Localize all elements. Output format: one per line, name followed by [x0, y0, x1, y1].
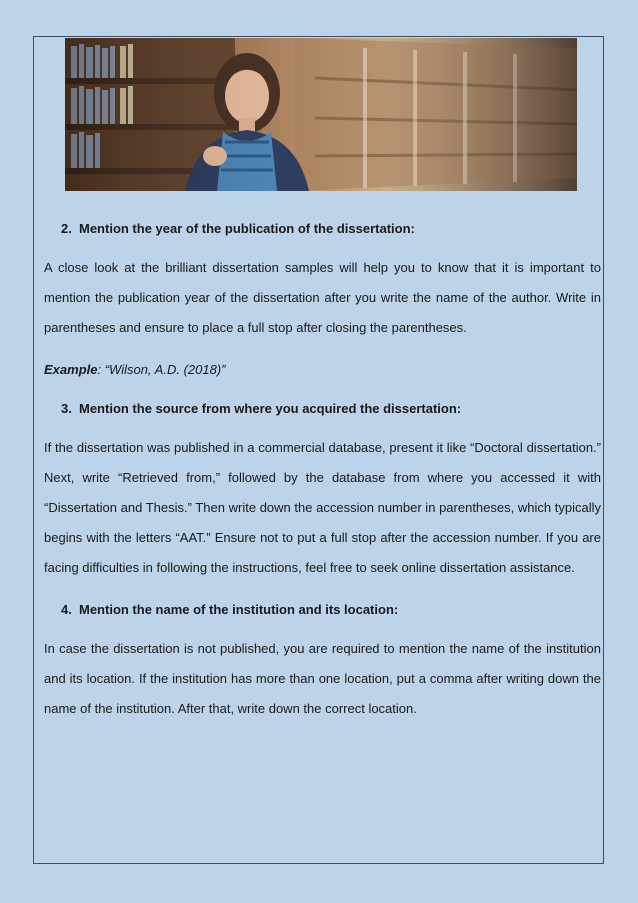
section-heading	[44, 214, 601, 244]
section-heading	[44, 595, 601, 625]
section-paragraph: A close look at the brilliant dissertation samples will help you to know that it is important to mention the publication year of the dissertation after you write the name of the author. Write in parentheses and ensure to place a full stop after closing the parentheses.	[44, 260, 601, 335]
section-number: 3.	[61, 401, 72, 416]
section-paragraph: In case the dissertation is not published, you are required to mention the name of the institution and its location. If the institution has more than one location, put a comma after writing down the name of the institution. After that, write down the correct location.	[44, 641, 601, 716]
section-heading-text: Mention the source from where you acquired the dissertation:	[79, 401, 462, 416]
section-number: 4.	[61, 602, 72, 617]
example-line	[44, 355, 601, 385]
section-heading	[44, 394, 601, 424]
hero-image	[65, 38, 577, 191]
section-number: 2.	[61, 221, 72, 236]
article-body	[44, 214, 601, 724]
section-heading-text: Mention the year of the publication of the dissertation:	[79, 221, 415, 236]
example-value: : “Wilson, A.D. (2018)”	[97, 362, 226, 377]
section-paragraph: If the dissertation was published in a commercial database, present it like “Doctoral dissertation.” Next, write “Retrieved from,” followed by the database from where you accessed it with “Dissertation and Thesis.” Then write down the accession number in parentheses, which typically begins with the letters “AAT.” Ensure not to put a full stop after the accession number. If you are facing difficulties in following the instructions, feel free to seek online dissertation assistance.	[44, 440, 601, 575]
section-heading-text: Mention the name of the institution and its location:	[79, 602, 399, 617]
example-label: Example	[44, 362, 98, 377]
library-photo-illustration	[65, 38, 577, 191]
